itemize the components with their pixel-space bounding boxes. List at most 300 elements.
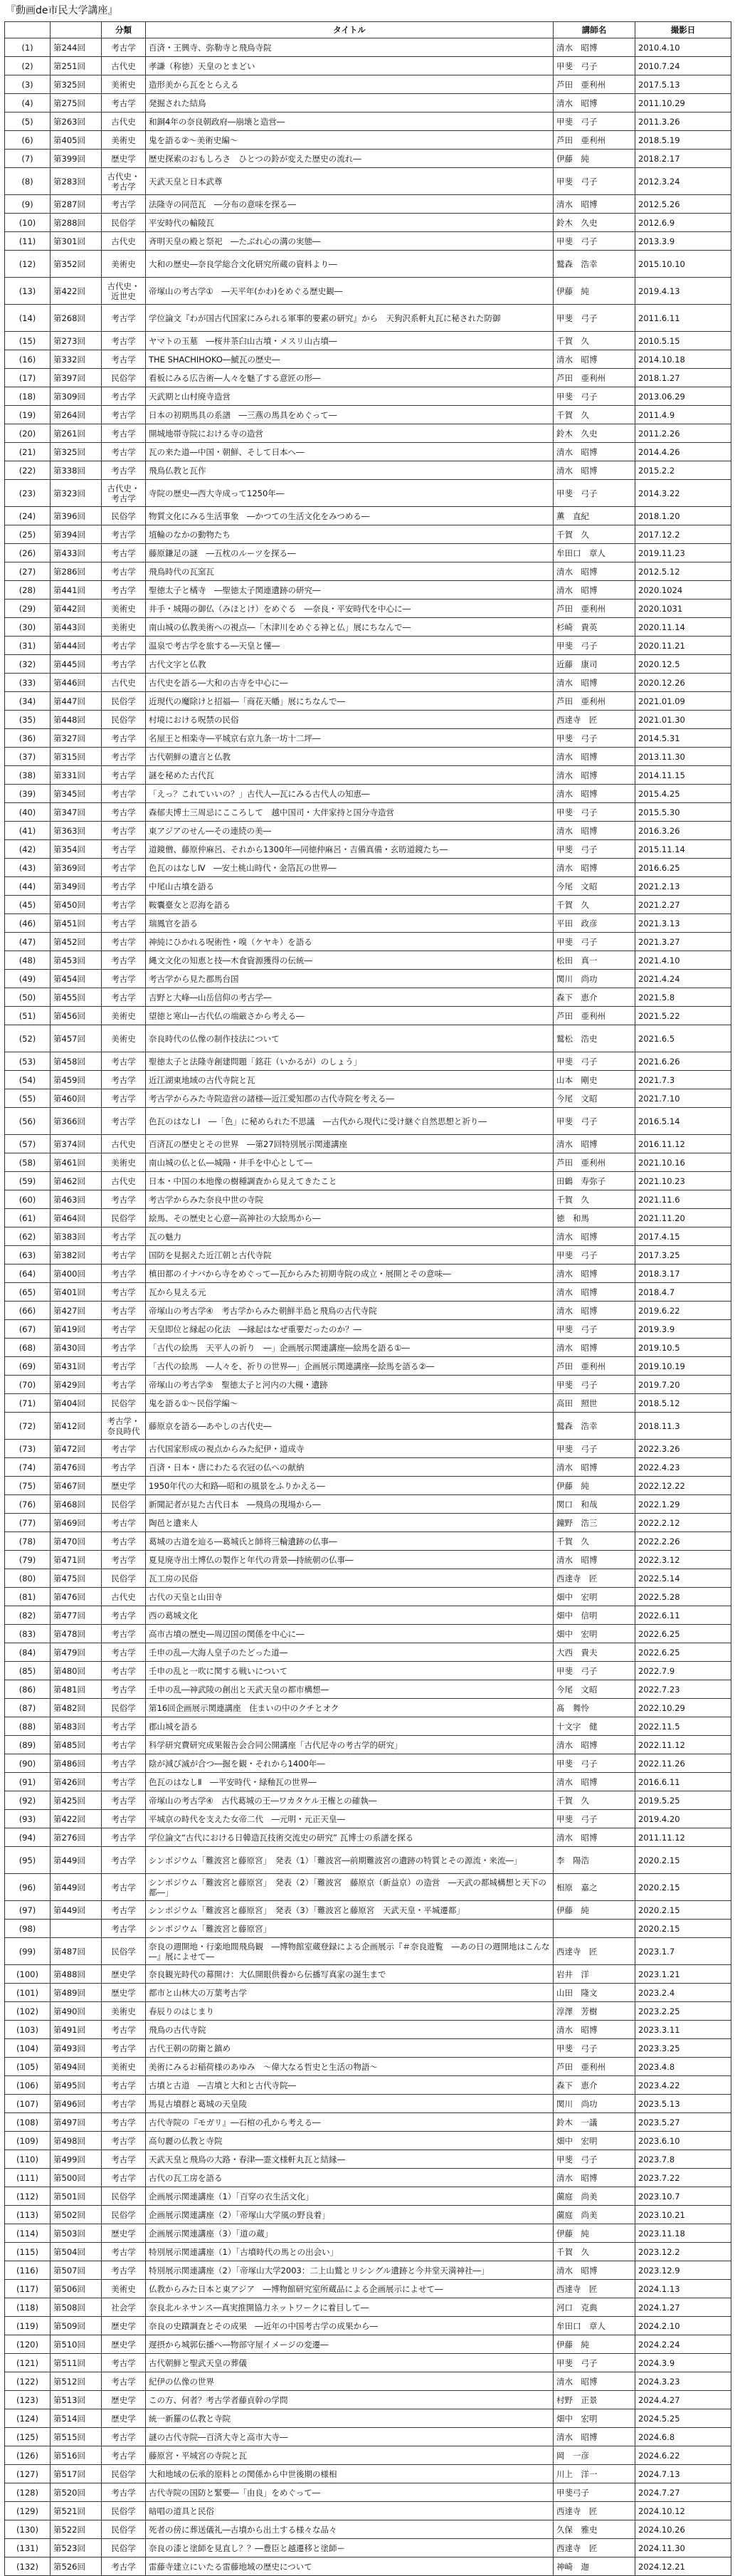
row-title: 統一新羅の仏教と寺院 [146, 2409, 554, 2428]
table-row [5, 1007, 731, 1025]
row-title: 平安時代の輸陵瓦 [146, 214, 554, 232]
row-date: 2023.6.10 [635, 2132, 731, 2150]
table-row [5, 112, 731, 131]
table-row [5, 1440, 731, 1458]
row-title: 古代文字と仏教 [146, 655, 554, 674]
row-category: 考古学 [102, 461, 146, 480]
table-row [5, 1153, 731, 1172]
row-category: 民俗学 [102, 1569, 146, 1588]
row-date: 2024.10.26 [635, 2520, 731, 2539]
row-lecturer: 甲斐 弓子 [554, 933, 635, 951]
row-title: 高句麗の仏教と寺院 [146, 2132, 554, 2150]
row-category: 考古学 [102, 443, 146, 461]
row-title: 色瓦のはなしⅠ ―「色」に秘められた不思議 ―古代から現代に受け継ぐ自然思想と祈り― [146, 1108, 554, 1135]
row-category: 民俗学 [102, 2465, 146, 2483]
row-date: 2015.10.10 [635, 251, 731, 278]
row-lecturer: 山田 隆文 [554, 1984, 635, 2002]
row-title: 陰が減び滅が合つ―掘を観・それから1400年― [146, 1754, 554, 1773]
header-number [5, 22, 51, 38]
row-date: 2024.12.21 [635, 2557, 731, 2576]
row-date: 2019.6.22 [635, 1302, 731, 1320]
row-number: (61) [5, 1209, 51, 1227]
row-lecturer: 甲斐 弓子 [554, 1440, 635, 1458]
row-date: 2022.11.12 [635, 1736, 731, 1754]
row-episode: 第325回 [51, 443, 102, 461]
table-row [5, 406, 731, 424]
row-number: (44) [5, 877, 51, 896]
table-row [5, 387, 731, 406]
row-category: 歴史学 [102, 2224, 146, 2243]
row-lecturer: 鈴木 久史 [554, 424, 635, 443]
row-episode: 第504回 [51, 2243, 102, 2261]
row-number: (70) [5, 1376, 51, 1394]
row-date: 2019.4.20 [635, 1810, 731, 1828]
row-date: 2021.3.27 [635, 933, 731, 951]
row-number: (28) [5, 581, 51, 600]
row-episode: 第498回 [51, 2132, 102, 2150]
table-row [5, 655, 731, 674]
table-row [5, 1025, 731, 1052]
row-episode: 第475回 [51, 1569, 102, 1588]
row-episode: 第449回 [51, 1874, 102, 1901]
row-number: (18) [5, 387, 51, 406]
row-title: 森郁夫博士三周忌にこころして 越中国司・大伴家持と国分寺造営 [146, 803, 554, 822]
row-title: 企画展示関連講座（2）「帝塚山大学風の野良着」 [146, 2206, 554, 2224]
table-row [5, 1135, 731, 1153]
table-row [5, 1717, 731, 1736]
row-lecturer: 髙 舞怜 [554, 1699, 635, 1717]
row-title: 歴史探索のおもしろさ ひとつの鈴が変えた歴史の流れ― [146, 150, 554, 168]
table-row [5, 2058, 731, 2076]
row-number: (22) [5, 461, 51, 480]
row-number: (51) [5, 1007, 51, 1025]
row-category: 考古学 [102, 1625, 146, 1643]
row-lecturer: 畑中 宏明 [554, 2132, 635, 2150]
row-date: 2023.2.4 [635, 1984, 731, 2002]
row-category: 美術史 [102, 618, 146, 637]
row-title: 特別展示関連講座（1）「古墳時代の馬との出会い」 [146, 2243, 554, 2261]
row-category: 考古学 [102, 1901, 146, 1920]
row-number: (68) [5, 1339, 51, 1357]
row-date: 2018.2.17 [635, 150, 731, 168]
row-number: (82) [5, 1606, 51, 1625]
row-title: シンポジウム「難波宮と藤原宮」 発表（3）「難波宮と藤原宮 天武天皇・平城遷都」 [146, 1901, 554, 1920]
row-lecturer: 甲斐 弓子 [554, 1108, 635, 1135]
row-date: 2022.3.26 [635, 1440, 731, 1458]
row-title: 紀伊の仏像の世界 [146, 2372, 554, 2391]
table-row [5, 1172, 731, 1190]
row-episode: 第522回 [51, 2520, 102, 2539]
row-lecturer: 牟田口 章人 [554, 544, 635, 562]
row-lecturer: 甲斐 弓子 [554, 2150, 635, 2169]
row-lecturer: 西達寺 匠 [554, 2539, 635, 2557]
row-number: (9) [5, 195, 51, 214]
row-date: 2024.3.9 [635, 2354, 731, 2372]
row-episode: 第491回 [51, 2021, 102, 2039]
row-episode: 第315回 [51, 748, 102, 766]
table-row [5, 1265, 731, 1283]
row-category: 考古学 [102, 1302, 146, 1320]
row-title: 学位論文『わが国古代国家にみられる軍事的要素の研究』から 天狗沢系軒丸瓦に秘された防御 [146, 305, 554, 332]
table-row [5, 150, 731, 168]
row-lecturer: 田鶴 寿弥子 [554, 1172, 635, 1190]
row-category: 考古学 [102, 766, 146, 785]
row-category: 考古学 [102, 1071, 146, 1089]
row-lecturer: 甲斐 弓子 [554, 57, 635, 75]
row-lecturer: 芦田 亜利州 [554, 1007, 635, 1025]
row-title: 奈良時代の仏像の制作技法について [146, 1025, 554, 1052]
row-lecturer: 岡 一彦 [554, 2446, 635, 2465]
table-row [5, 2372, 731, 2391]
row-category: 考古学 [102, 803, 146, 822]
row-episode: 第526回 [51, 2557, 102, 2576]
table-row [5, 1754, 731, 1773]
row-episode: 第453回 [51, 951, 102, 970]
table-row [5, 38, 731, 57]
row-episode: 第363回 [51, 822, 102, 840]
table-row [5, 822, 731, 840]
row-title: 百済・王興寺、弥勒寺と飛鳥寺院 [146, 38, 554, 57]
row-date: 2023.4.22 [635, 2076, 731, 2095]
row-lecturer: 関川 尚功 [554, 2095, 635, 2113]
row-lecturer: 甲斐 弓子 [554, 1246, 635, 1265]
row-date: 2012.6.9 [635, 214, 731, 232]
row-number: (77) [5, 1514, 51, 1532]
page-title: 『動画de市民大学講座』 [6, 5, 118, 16]
row-episode: 第460回 [51, 1089, 102, 1108]
row-category: 考古学 [102, 2483, 146, 2502]
row-date: 2024.4.27 [635, 2391, 731, 2409]
row-date: 2020.11.14 [635, 618, 731, 637]
row-number: (109) [5, 2132, 51, 2150]
row-number: (86) [5, 1680, 51, 1699]
row-date: 2022.2.26 [635, 1532, 731, 1551]
row-title: 企画展示関連講座（1）「百穿の衣生活文化」 [146, 2187, 554, 2206]
row-episode: 第448回 [51, 711, 102, 729]
row-lecturer: 甲斐 弓子 [554, 168, 635, 195]
row-lecturer: 甲斐 弓子 [554, 1810, 635, 1828]
row-title: 学位論文“古代における日韓造瓦技術交流史の研究” 瓦博士の系譜を探る [146, 1828, 554, 1847]
table-body [5, 38, 731, 2576]
row-lecturer: 西達寺 匠 [554, 1569, 635, 1588]
row-date: 2022.11.5 [635, 1717, 731, 1736]
row-lecturer: 伊藤 純 [554, 2224, 635, 2243]
table-row [5, 1920, 731, 1938]
row-number: (60) [5, 1190, 51, 1209]
row-lecturer: 神崎 迦 [554, 2557, 635, 2576]
row-number: (75) [5, 1477, 51, 1495]
row-episode: 第431回 [51, 1357, 102, 1376]
row-category: 考古学 [102, 1810, 146, 1828]
row-episode: 第338回 [51, 461, 102, 480]
table-row [5, 748, 731, 766]
row-number: (10) [5, 214, 51, 232]
row-lecturer: 松田 真一 [554, 951, 635, 970]
table-row [5, 1828, 731, 1847]
row-title: 古代寺院の『モガリ』―石棺の孔から考える― [146, 2113, 554, 2132]
row-number: (4) [5, 94, 51, 112]
row-category: 考古学 [102, 1440, 146, 1458]
row-number: (32) [5, 655, 51, 674]
row-category: 民俗学 [102, 369, 146, 387]
row-date: 2019.4.13 [635, 278, 731, 305]
row-title: 高市古墳の歴史―周辺国の関係を中心に― [146, 1625, 554, 1643]
row-category: 考古学 [102, 2428, 146, 2446]
row-category: 考古学 [102, 1265, 146, 1283]
row-lecturer: 芦田 亜利州 [554, 75, 635, 94]
row-category: 考古学 [102, 544, 146, 562]
table-row [5, 562, 731, 581]
row-title: シンポジウム「難波宮と藤原宮」 [146, 1920, 554, 1938]
row-number: (20) [5, 424, 51, 443]
row-episode: 第482回 [51, 1699, 102, 1717]
row-episode: 第449回 [51, 1847, 102, 1874]
table-row [5, 443, 731, 461]
row-lecturer: 畑中 宏明 [554, 1588, 635, 1606]
row-date: 2023.3.25 [635, 2039, 731, 2058]
row-date: 2020.1024 [635, 581, 731, 600]
table-row [5, 877, 731, 896]
row-episode: 第502回 [51, 2206, 102, 2224]
row-category: 考古学 [102, 2076, 146, 2095]
table-row [5, 766, 731, 785]
row-date: 2018.4.7 [635, 1283, 731, 1302]
row-lecturer: 鐘野 浩三 [554, 1514, 635, 1532]
table-row [5, 2520, 731, 2539]
row-number: (17) [5, 369, 51, 387]
row-category: 考古学 [102, 988, 146, 1007]
row-episode: 第493回 [51, 2039, 102, 2058]
row-lecturer: 今尾 文昭 [554, 877, 635, 896]
row-title: 飛鳥仏教と瓦作 [146, 461, 554, 480]
row-episode: 第287回 [51, 195, 102, 214]
row-title: 暗唱の道具と民俗 [146, 2502, 554, 2520]
row-category: 考古学 [102, 1680, 146, 1699]
row-title: この方、何者？考古学者藤貞幹の学問 [146, 2391, 554, 2409]
row-lecturer: 関川 尚功 [554, 970, 635, 988]
row-episode: 第512回 [51, 2372, 102, 2391]
row-number: (64) [5, 1265, 51, 1283]
row-category: 美術史 [102, 1007, 146, 1025]
row-episode: 第382回 [51, 1246, 102, 1265]
row-number: (76) [5, 1495, 51, 1514]
row-lecturer: 川上 洋一 [554, 2465, 635, 2483]
table-row [5, 729, 731, 748]
row-title: 開城地帯寺院における寺の造営 [146, 424, 554, 443]
row-episode: 第268回 [51, 305, 102, 332]
row-lecturer: 清水 昭博 [554, 2261, 635, 2280]
table-row [5, 1320, 731, 1339]
row-title: 考古学からみた寺院造営の諸様―近江愛知郡の古代寺院を考える― [146, 1089, 554, 1108]
row-date: 2021.5.22 [635, 1007, 731, 1025]
row-date: 2022.5.28 [635, 1588, 731, 1606]
row-number: (121) [5, 2354, 51, 2372]
row-episode: 第399回 [51, 150, 102, 168]
row-number: (37) [5, 748, 51, 766]
row-title: 天武天皇と日本武尊 [146, 168, 554, 195]
row-episode: 第396回 [51, 507, 102, 525]
row-lecturer: 今尾 文昭 [554, 1089, 635, 1108]
row-category: 考古学 [102, 970, 146, 988]
row-date: 2015.2.2 [635, 461, 731, 480]
row-date: 2011.11.12 [635, 1828, 731, 1847]
row-episode: 第309回 [51, 387, 102, 406]
row-lecturer: 関口 和哉 [554, 1495, 635, 1514]
row-title: 考古学からみた奈良中世の寺院 [146, 1190, 554, 1209]
row-episode: 第276回 [51, 1828, 102, 1847]
row-category: 考古学 [102, 1643, 146, 1662]
row-date: 2024.1.13 [635, 2280, 731, 2298]
row-title: 大和地域の伝承的原料との関係から中世後期の様相 [146, 2465, 554, 2483]
row-title: 望徳と寒山―古代仏の端厳さから考える― [146, 1007, 554, 1025]
row-episode: 第244回 [51, 38, 102, 57]
table-row [5, 2465, 731, 2483]
table-row [5, 1736, 731, 1754]
row-lecturer: 西達寺 匠 [554, 2502, 635, 2520]
row-lecturer: 甲斐 弓子 [554, 840, 635, 859]
row-date: 2021.7.3 [635, 1071, 731, 1089]
row-title: THE SHACHIHOKO―鯱瓦の歴史― [146, 350, 554, 369]
row-lecturer: 西達寺 匠 [554, 2280, 635, 2298]
row-episode: 第488回 [51, 1965, 102, 1984]
row-title: 法隆寺の同范瓦 ―分布の意味を探る― [146, 195, 554, 214]
row-lecturer: 千賀 久 [554, 406, 635, 424]
row-date: 2018.11.3 [635, 1413, 731, 1440]
row-date: 2023.1.21 [635, 1965, 731, 1984]
row-lecturer: 清水 昭博 [554, 1736, 635, 1754]
row-number: (101) [5, 1984, 51, 2002]
row-lecturer: 清水 昭博 [554, 822, 635, 840]
row-title: 陶邑と遺来人 [146, 1514, 554, 1532]
row-episode: 第264回 [51, 406, 102, 424]
row-title: 「古代の絵馬 天平人の祈り ―」企画展示関連講座―絵馬を語る①― [146, 1339, 554, 1357]
row-number: (49) [5, 970, 51, 988]
lecture-table [4, 21, 731, 2576]
row-number: (88) [5, 1717, 51, 1736]
row-title: 南山城の仏と仏―城陽・井手を中心として― [146, 1153, 554, 1172]
row-date: 2014.5.31 [635, 729, 731, 748]
row-episode: 第404回 [51, 1394, 102, 1413]
row-title: 奈良の史蹟調査とその成果 ―近年の中国考古学の成果から― [146, 2317, 554, 2335]
row-title: 寺院の歴史―西大寺成って1250年― [146, 480, 554, 507]
row-episode: 第485回 [51, 1736, 102, 1754]
row-date: 2019.5.25 [635, 1791, 731, 1810]
row-date: 2016.3.26 [635, 822, 731, 840]
row-category: 考古学 [102, 1773, 146, 1791]
row-episode: 第425回 [51, 1791, 102, 1810]
table-row [5, 1699, 731, 1717]
row-title: 仏教からみた日本と東アジア ―博物館研究室所蔵品による企画展示によせて― [146, 2280, 554, 2298]
row-lecturer: 畑中 信明 [554, 1606, 635, 1625]
row-category: 考古学 [102, 1551, 146, 1569]
row-number: (35) [5, 711, 51, 729]
row-episode: 第490回 [51, 2002, 102, 2021]
row-category: 古代史 [102, 57, 146, 75]
table-row [5, 1413, 731, 1440]
row-date: 2021.4.24 [635, 970, 731, 988]
row-lecturer: 清水 昭博 [554, 2021, 635, 2039]
row-title: 帝塚山の考古学④ 考古学からみた朝鮮半島と飛鳥の古代寺院 [146, 1302, 554, 1320]
row-number: (39) [5, 785, 51, 803]
row-category: 美術史 [102, 251, 146, 278]
row-episode: 第468回 [51, 1495, 102, 1514]
row-episode: 第354回 [51, 840, 102, 859]
row-title: 古代の瓦工房を語る [146, 2169, 554, 2187]
table-row [5, 2354, 731, 2372]
row-episode: 第501回 [51, 2187, 102, 2206]
row-date: 2021.6.5 [635, 1025, 731, 1052]
row-category: 考古学 [102, 1190, 146, 1209]
row-date: 2023.10.7 [635, 2187, 731, 2206]
row-category: 考古学 [102, 1791, 146, 1810]
table-row [5, 332, 731, 350]
row-episode: 第481回 [51, 1680, 102, 1699]
table-row [5, 1283, 731, 1302]
table-row [5, 1680, 731, 1699]
row-lecturer: 淳澤 芳樹 [554, 2002, 635, 2021]
row-category: 考古学 [102, 859, 146, 877]
row-lecturer: 千賀 久 [554, 525, 635, 544]
row-lecturer: 清水 昭博 [554, 2169, 635, 2187]
table-row [5, 785, 731, 803]
table-row [5, 2243, 731, 2261]
header-date: 撮影日 [635, 22, 731, 38]
row-date: 2024.11.30 [635, 2539, 731, 2557]
row-title: シンポジウム「難波宮と藤原宮」 発表（1）「難波宮―前期難波宮の遺跡の特質とその源流・来流―」 [146, 1847, 554, 1874]
row-episode: 第513回 [51, 2391, 102, 2409]
table-row [5, 1901, 731, 1920]
row-number: (12) [5, 251, 51, 278]
row-title: 古墳と古道 ―吉墳と大和と古代寺院― [146, 2076, 554, 2095]
header-title: タイトル [146, 22, 554, 38]
row-number: (126) [5, 2446, 51, 2465]
row-title: 瓦の魅力 [146, 1227, 554, 1246]
row-lecturer: 森下 恵介 [554, 2076, 635, 2095]
row-number: (72) [5, 1413, 51, 1440]
row-lecturer: 清水 昭博 [554, 350, 635, 369]
row-date: 2014.3.22 [635, 480, 731, 507]
row-number: (100) [5, 1965, 51, 1984]
row-date: 2021.01.30 [635, 711, 731, 729]
row-title: 壬申の乱―神武陵の創出と天武天皇の都市構想― [146, 1680, 554, 1699]
table-row [5, 1847, 731, 1874]
row-episode: 第476回 [51, 1588, 102, 1606]
table-row [5, 369, 731, 387]
row-category: 考古学 [102, 195, 146, 214]
row-category: 美術史 [102, 131, 146, 150]
table-row [5, 350, 731, 369]
row-lecturer: 清水 昭博 [554, 94, 635, 112]
table-row [5, 57, 731, 75]
row-number: (91) [5, 1773, 51, 1791]
row-number: (16) [5, 350, 51, 369]
row-category: 古代史 [102, 1135, 146, 1153]
row-episode: 第301回 [51, 232, 102, 251]
table-row [5, 251, 731, 278]
row-category: 美術史 [102, 1153, 146, 1172]
row-episode: 第283回 [51, 168, 102, 195]
row-date: 2014.10.18 [635, 350, 731, 369]
row-lecturer: 甲斐 弓子 [554, 2039, 635, 2058]
row-category: 考古学 [102, 350, 146, 369]
row-category: 考古学 [102, 1532, 146, 1551]
row-title: 瑞鳳官を語る [146, 914, 554, 933]
table-row [5, 424, 731, 443]
row-episode: 第495回 [51, 2076, 102, 2095]
row-episode: 第500回 [51, 2169, 102, 2187]
row-episode: 第422回 [51, 278, 102, 305]
row-lecturer: 高田 照世 [554, 1394, 635, 1413]
